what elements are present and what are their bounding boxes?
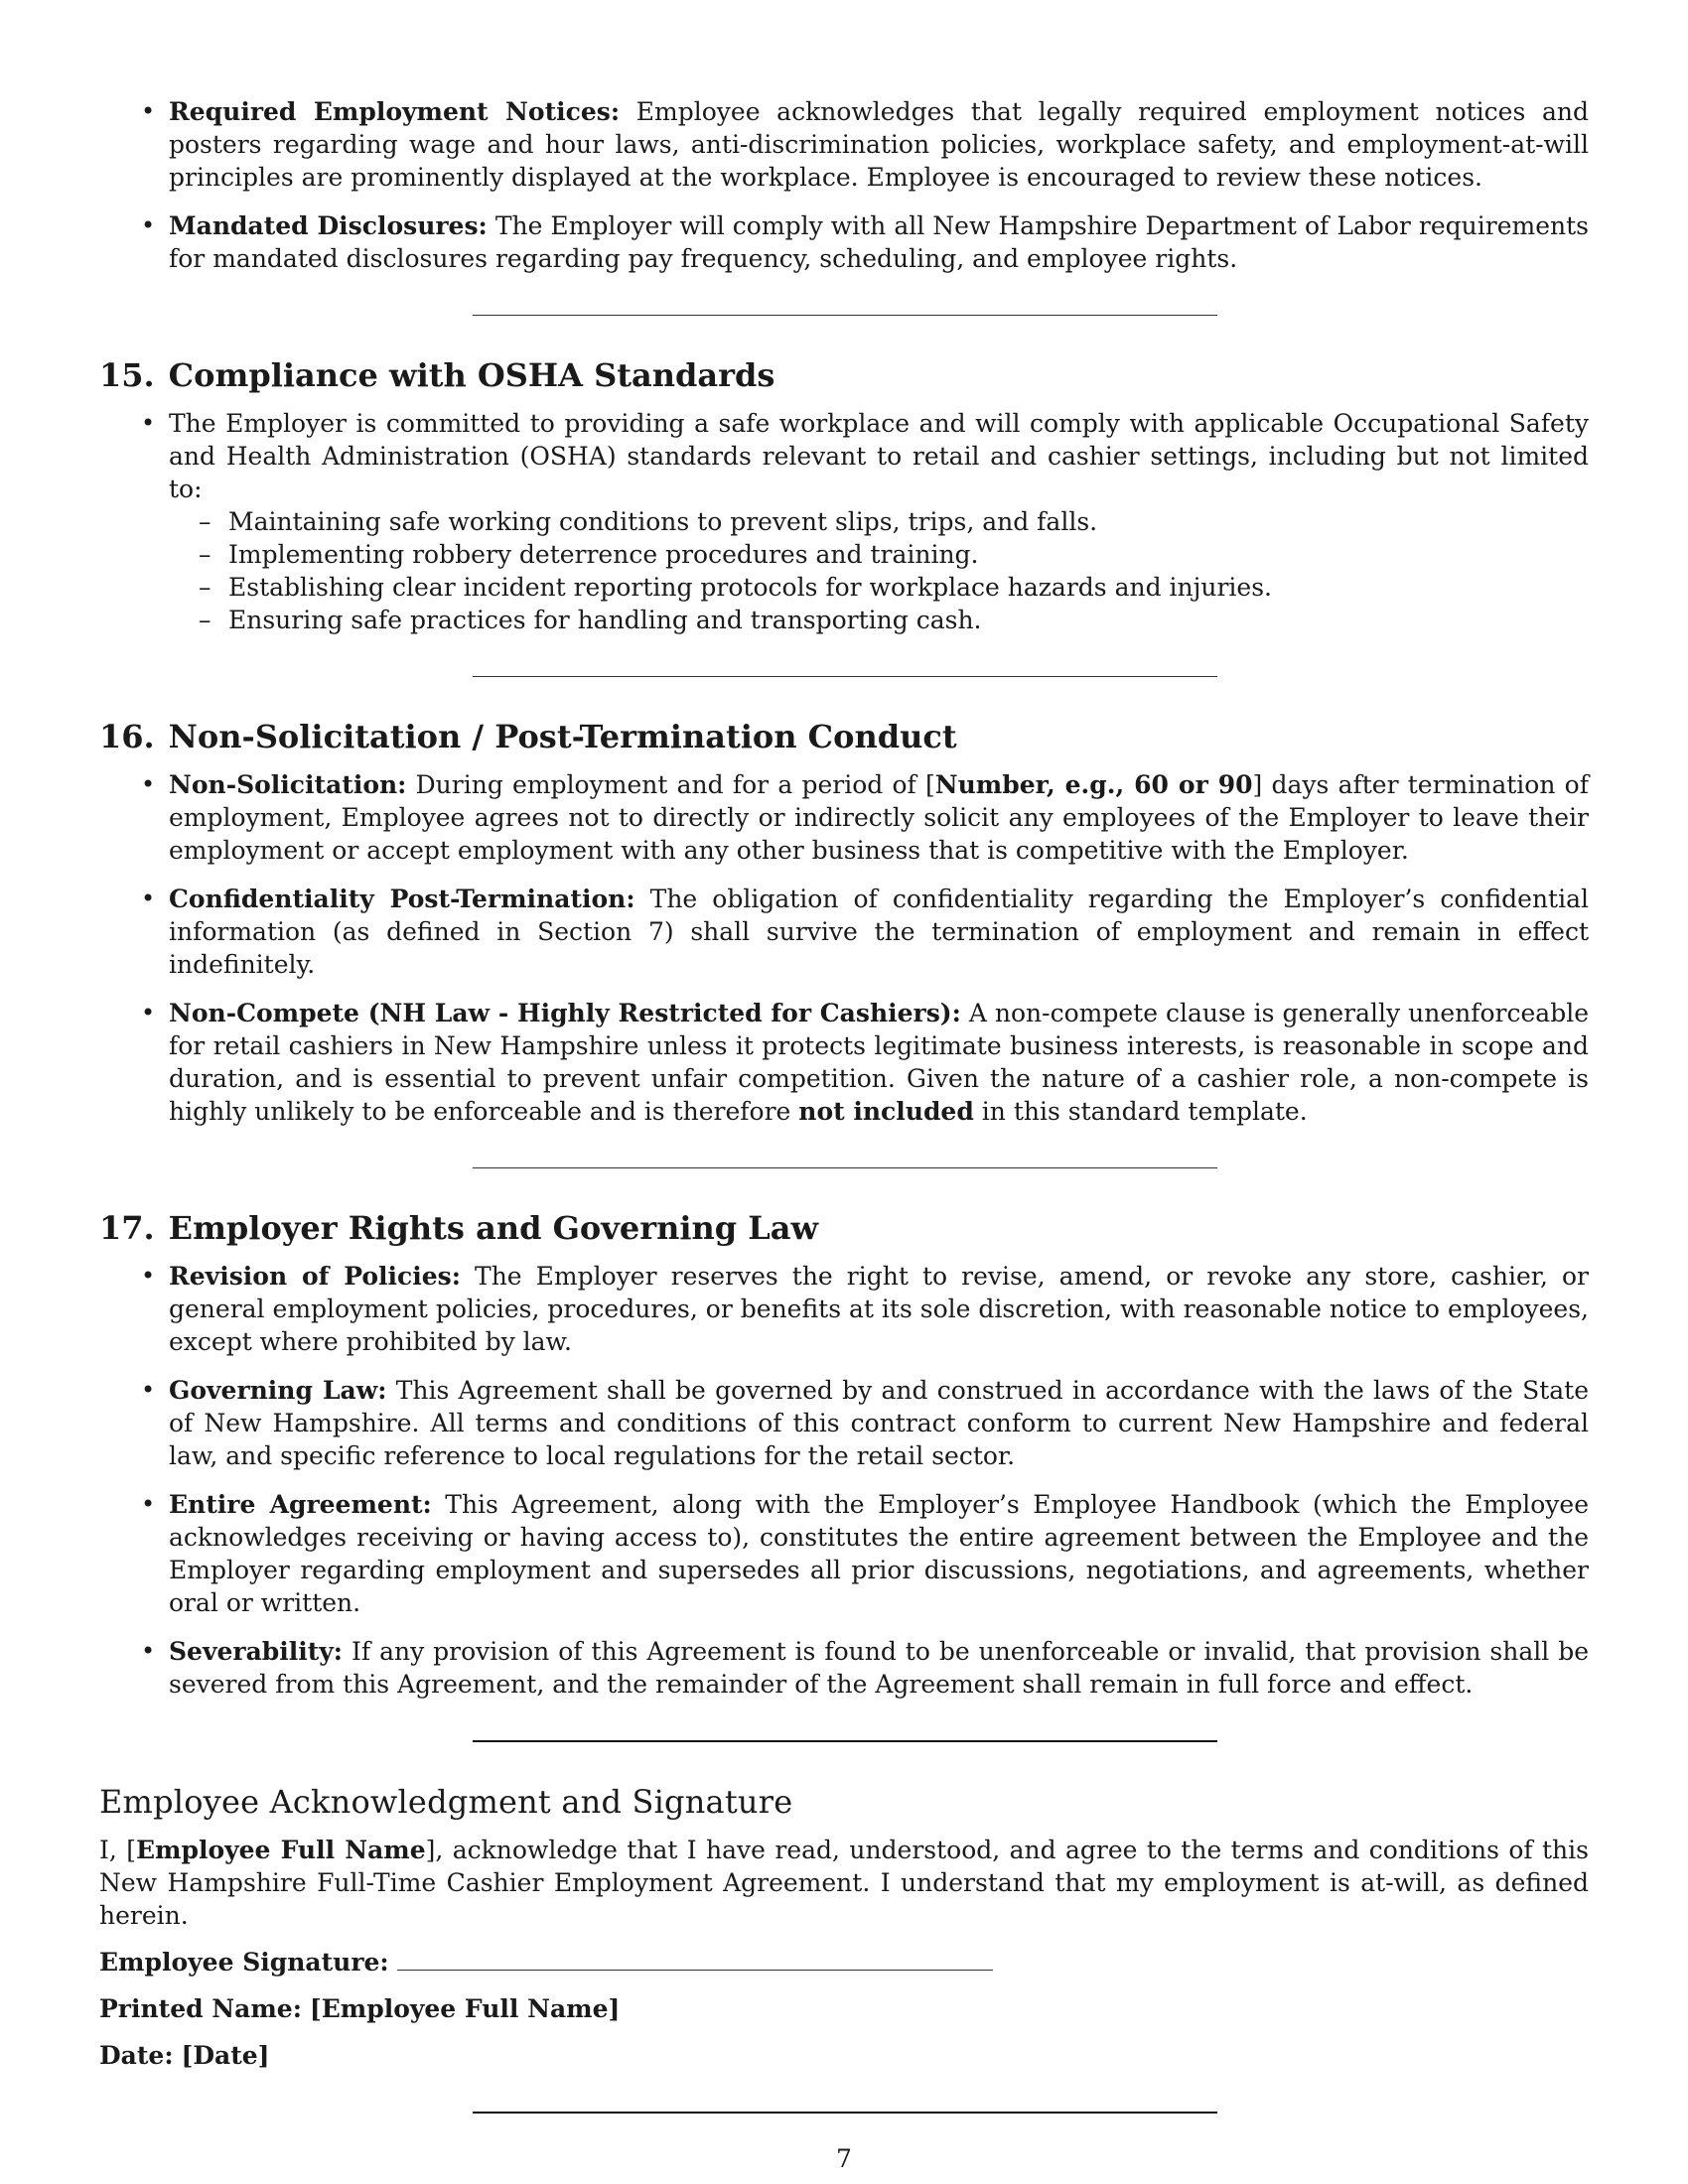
signature-label: Employee Signature: [99,1948,389,1977]
document-page [99,95,1589,2153]
sublist-item: – Ensuring safe practices for handling and transporting cash. [169,604,1589,636]
section-number: 17. [99,1209,155,1247]
mandated-disclosures-text: The Employer will comply with all New Hampshire Department of Labor requirements for mandated disclosures regarding pay frequency, scheduling, and employee rights. [169,211,1589,273]
date-row [99,2039,1589,2072]
list-item [99,1260,1589,1358]
list-item [99,883,1589,981]
confidentiality-text: The obligation of confidentiality regarding the Employer’s confidential information (as defined in Section 7) shall survive the termination of employment and remain in effect indefinitely. [169,885,1589,979]
section-17-list [99,1260,1589,1701]
section-number: 15. [99,356,155,394]
list-item [99,209,1589,275]
section-title: Employer Rights and Governing Law [168,1209,819,1247]
ack-text-pre: I, [ [99,1836,136,1864]
required-notices-label: Required Employment Notices: [169,97,621,126]
ack-text-post: ], acknowledge that I have read, understood, and agree to the terms and conditions of this New Hampshire Full-Time Cashier Employment Agreement. I understand that my employment is at-will, as defined herein. [99,1836,1589,1930]
printed-name-value: [Employee Full Name] [309,1994,621,2023]
section-16-list [99,768,1589,1128]
acknowledgment-heading: Employee Acknowledgment and Signature [99,1783,793,1821]
revision-text: The Employer reserves the right to revise, amend, or revoke any store, cashier, or general employment policies, procedures, or benefits at its sole discretion, with reasonable notice to employees, except where prohibited by law. [169,1262,1589,1356]
governing-law-label: Governing Law: [169,1376,387,1405]
non-compete-text-pre: A non-compete clause is generally unenforceable for retail cashiers in New Hampshire unless it protects legitimate business interests, is reasonable in scope and duration, and is essential to prevent unfair competition. Given the nature of a cashier role, a non-compete is highly unlikely to be enforceable and is therefore [169,999,1589,1126]
section-title: Non-Solicitation / Post-Termination Conduct [168,718,957,755]
signature-row [99,1946,1589,1979]
section-16-heading [99,717,1589,756]
date-value: [Date] [181,2041,270,2070]
section-15-list [99,407,1589,636]
list-item [99,1374,1589,1472]
severability-text: If any provision of this Agreement is found to be unenforceable or invalid, that provision shall be severed from this Agreement, and the remainder of the Agreement shall remain in full force and effect. [169,1637,1589,1699]
revision-label: Revision of Policies: [169,1262,461,1291]
list-item [99,1488,1589,1619]
non-solicitation-text-pre: During employment and for a period of [ [415,770,935,799]
sublist-item: – Maintaining safe working conditions to prevent slips, trips, and falls. [169,505,1589,538]
section-title: Compliance with OSHA Standards [168,356,775,394]
section-15-heading [99,355,1589,395]
required-notices-text: Employee acknowledges that legally required employment notices and posters regarding wage and hour laws, anti-discrimination policies, workplace safety, and employment-at-will principles are prominently displayed at the workplace. Employee is encouraged to review these notices. [169,97,1589,192]
non-compete-label: Non-Compete (NH Law - Highly Restricted for Cashiers): [169,999,961,1027]
list-item [99,95,1589,194]
section-divider [473,2112,1217,2114]
severability-label: Severability: [169,1637,344,1666]
sublist-item: – Establishing clear incident reporting protocols for workplace hazards and injuries. [169,571,1589,604]
section-divider [473,1740,1217,1742]
non-compete-emphasis: not included [798,1097,974,1126]
page-number: 7 [836,2144,852,2173]
section-divider [473,1167,1217,1168]
osha-sublist [169,505,1589,636]
list-item [99,997,1589,1128]
list-item [99,407,1589,636]
non-solicitation-label: Non-Solicitation: [169,770,407,799]
section-divider [473,315,1217,316]
employee-name-placeholder: Employee Full Name [135,1836,426,1864]
non-compete-text-post: in this standard template. [981,1097,1308,1126]
sublist-item: – Implementing robbery deterrence procedures and training. [169,538,1589,571]
section-number: 16. [99,718,155,755]
mandated-disclosures-label: Mandated Disclosures: [169,211,488,240]
printed-name-row [99,1992,1589,2025]
days-placeholder: Number, e.g., 60 or 90 [934,770,1253,799]
date-label: Date: [99,2041,174,2070]
acknowledgment-body [99,1834,1589,1932]
entire-agreement-text: This Agreement, along with the Employer’s Employee Handbook (which the Employee acknowledges receiving or having access to), constitutes the entire agreement between the Employee and the Employer regarding employment and supersedes all prior discussions, negotiations, and agreements, whether oral or written. [169,1490,1589,1617]
signature-line[interactable] [397,1946,993,1971]
section-divider [473,676,1217,677]
printed-name-label: Printed Name: [99,1994,302,2023]
non-solicitation-text-post: ] days after termination of employment, Employee agrees not to directly or indirectly solicit any employees of the Employer to leave their employment or accept employment with any other business that is competitive with the Employer. [169,770,1589,865]
governing-law-text: This Agreement shall be governed by and construed in accordance with the laws of the State of New Hampshire. All terms and conditions of this contract conform to current New Hampshire and federal law, and specific reference to local regulations for the retail sector. [169,1376,1589,1470]
osha-intro-text: The Employer is committed to providing a safe workplace and will comply with applicable Occupational Safety and Health Administration (OSHA) standards relevant to retail and cashier settings, including but not limited to: [169,409,1589,503]
list-item [99,1635,1589,1701]
list-item [99,768,1589,867]
notices-list [99,95,1589,275]
confidentiality-label: Confidentiality Post-Termination: [169,885,635,913]
entire-agreement-label: Entire Agreement: [169,1490,432,1519]
section-17-heading [99,1208,1589,1248]
